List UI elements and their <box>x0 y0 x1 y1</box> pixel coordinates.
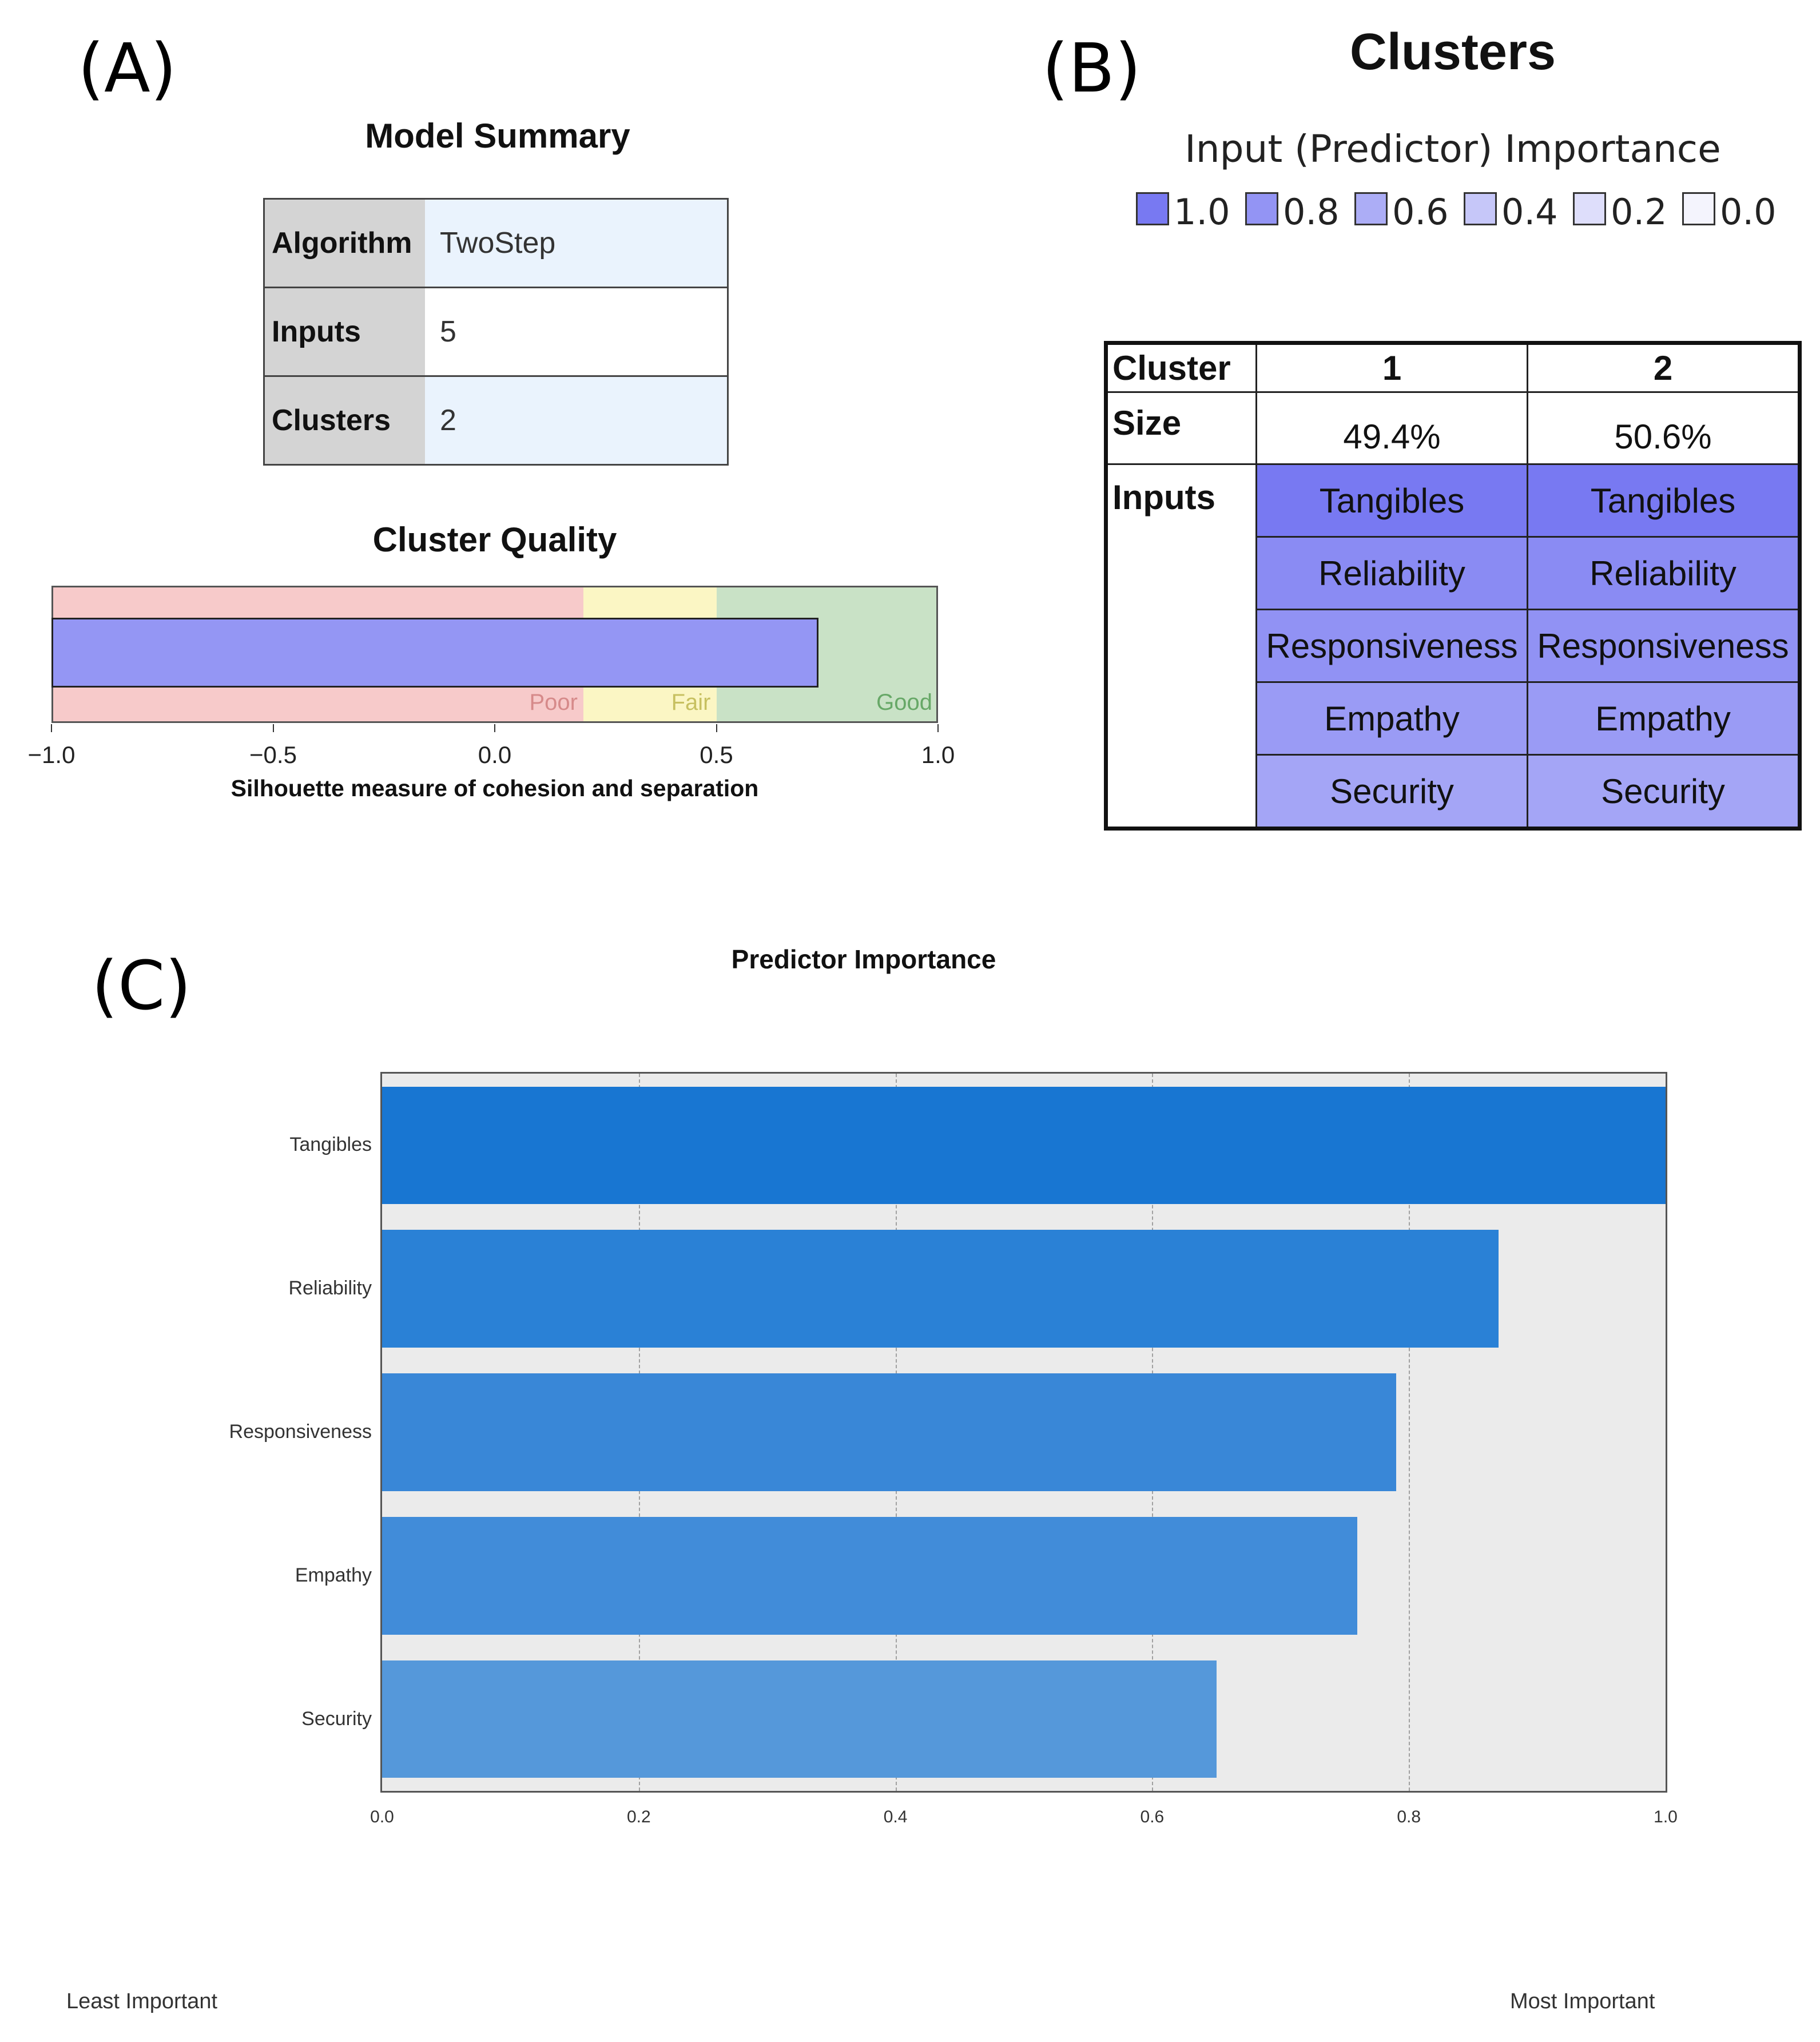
model-summary-key: Inputs <box>264 288 426 376</box>
model-summary-key: Clusters <box>264 376 426 465</box>
input-row <box>1106 464 1800 537</box>
model-summary-value: TwoStep <box>440 227 556 260</box>
quality-tick-label: 1.0 <box>921 741 955 768</box>
model-summary-title: Model Summary <box>365 117 630 155</box>
panel-b-label: (B) <box>1042 29 1142 108</box>
panel-a-label: (A) <box>78 29 177 108</box>
importance-bar <box>382 1230 1499 1348</box>
cluster-header-row <box>1106 343 1800 392</box>
cluster-header-label: Cluster <box>1106 343 1257 392</box>
silhouette-bar <box>51 618 818 688</box>
importance-tick-label: 0.8 <box>1397 1807 1421 1826</box>
input-cell: Responsiveness <box>1257 610 1528 682</box>
model-summary-table <box>263 198 729 466</box>
quality-zone-label: Good <box>876 690 932 715</box>
input-cell: Tangibles <box>1528 464 1800 537</box>
input-cell: Security <box>1257 755 1528 829</box>
model-summary-value: 5 <box>425 288 728 376</box>
cluster-id: 1 <box>1257 343 1528 392</box>
input-cell: Reliability <box>1528 537 1800 610</box>
legend-label: 0.6 <box>1392 191 1449 233</box>
model-summary-row <box>264 199 728 288</box>
cluster-size: 49.4% <box>1257 392 1528 464</box>
importance-category-label: Security <box>301 1707 372 1730</box>
size-header-label: Size <box>1106 392 1257 464</box>
predictor-importance-title: Predictor Importance <box>731 944 996 974</box>
quality-tick-mark <box>51 724 52 732</box>
input-cell: Empathy <box>1257 682 1528 755</box>
importance-category-label: Empathy <box>295 1564 372 1586</box>
cluster-quality-title: Cluster Quality <box>372 521 617 559</box>
importance-bar <box>382 1517 1357 1635</box>
legend-label: 0.2 <box>1611 191 1667 233</box>
legend-label: 1.0 <box>1174 191 1230 233</box>
importance-category-label: Tangibles <box>289 1134 372 1156</box>
importance-tick-label: 0.4 <box>883 1807 908 1826</box>
size-row <box>1106 392 1800 464</box>
inputs-header-label: Inputs <box>1106 464 1257 829</box>
most-important-label: Most Important <box>1510 1989 1655 2013</box>
input-cell: Tangibles <box>1257 464 1528 537</box>
cluster-quality-xlabel: Silhouette measure of cohesion and separation <box>231 775 759 801</box>
quality-tick-label: −1.0 <box>27 741 75 768</box>
quality-tick-mark <box>937 724 939 732</box>
model-summary-row <box>264 288 728 376</box>
input-cell: Reliability <box>1257 537 1528 610</box>
cluster-id: 2 <box>1528 343 1800 392</box>
legend-swatch <box>1573 192 1606 225</box>
input-cell: Responsiveness <box>1528 610 1800 682</box>
predictor-importance-plot <box>380 1072 1667 1793</box>
quality-zone-label: Fair <box>671 690 711 715</box>
importance-tick-label: 0.2 <box>626 1807 651 1826</box>
input-cell: Security <box>1528 755 1800 829</box>
legend-label: 0.8 <box>1283 191 1340 233</box>
input-cell: Empathy <box>1528 682 1800 755</box>
model-summary-row <box>264 376 728 465</box>
legend-swatch <box>1682 192 1715 225</box>
legend-swatch <box>1464 192 1497 225</box>
quality-tick-label: −0.5 <box>249 741 297 768</box>
panel-c-label: (C) <box>92 946 192 1025</box>
quality-tick-mark <box>273 724 274 732</box>
model-summary-value: 2 <box>425 376 728 465</box>
importance-bar <box>382 1660 1217 1778</box>
quality-tick-mark <box>716 724 717 732</box>
importance-tick-label: 1.0 <box>1654 1807 1678 1826</box>
cluster-size: 50.6% <box>1528 392 1800 464</box>
quality-tick-label: 0.5 <box>700 741 733 768</box>
importance-tick-label: 0.0 <box>370 1807 394 1826</box>
importance-bar <box>382 1373 1396 1491</box>
importance-category-label: Responsiveness <box>229 1421 372 1443</box>
quality-tick-label: 0.0 <box>478 741 512 768</box>
legend-title: Input (Predictor) Importance <box>1185 127 1721 171</box>
quality-zone-label: Poor <box>529 690 578 715</box>
model-summary-key: Algorithm <box>264 199 426 288</box>
legend-swatch <box>1245 192 1278 225</box>
importance-tick-label: 0.6 <box>1140 1807 1165 1826</box>
importance-category-label: Reliability <box>288 1277 372 1300</box>
legend-swatch <box>1354 192 1388 225</box>
quality-tick-mark <box>494 724 495 732</box>
legend-label: 0.0 <box>1720 191 1777 233</box>
legend-swatch <box>1136 192 1169 225</box>
least-important-label: Least Important <box>66 1989 218 2013</box>
clusters-title: Clusters <box>1349 23 1556 81</box>
importance-bar <box>382 1087 1666 1205</box>
legend-label: 0.4 <box>1501 191 1558 233</box>
clusters-table <box>1104 341 1802 831</box>
